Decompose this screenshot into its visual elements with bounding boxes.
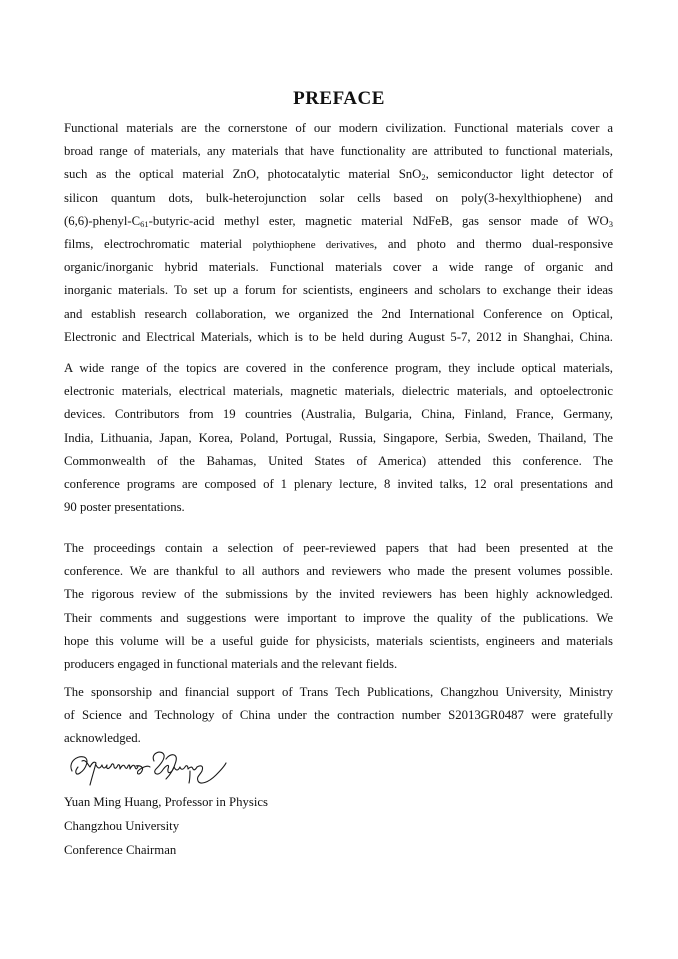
text-line [64, 163, 613, 186]
text-line: silicon quantum dots, bulk-heterojunction solar cells based on poly(3-hexylthiophene) and [64, 190, 613, 205]
text-run: such as the optical material ZnO, photocatalytic material SnO [64, 167, 422, 182]
text-line: India, Lithuania, Japan, Korea, Poland, Portugal, Russia, Singapore, Serbia, Sweden, Thailand, The [64, 430, 613, 445]
text-line: Commonwealth of the Bahamas, United States of America) attended this conference. The [64, 453, 613, 468]
text-line: Electronic and Electrical Materials, which is to be held during August 5-7, 2012 in Shanghai, China. [64, 329, 613, 344]
text-run: , and photo and thermo dual-responsive [374, 236, 614, 251]
paragraph-topics [64, 357, 613, 519]
text-line: of Science and Technology of China under the contraction number S2013GR0487 were gratefully [64, 708, 613, 723]
text-line: The sponsorship and financial support of Trans Tech Publications, Changzhou University, Ministry [64, 685, 613, 699]
text-run: , semiconductor light detector of [425, 167, 613, 182]
text-line: The proceedings contain a selection of peer-reviewed papers that had been presented at the [64, 541, 613, 555]
subscript: 3 [608, 218, 613, 229]
text-line: inorganic materials. To set up a forum for scientists, engineers and scholars to exchange their ideas [64, 283, 613, 298]
signatory-name: Yuan Ming Huang, Professor in Physics [64, 795, 268, 809]
text-line [64, 210, 613, 233]
subscript: 2 [421, 172, 426, 183]
paragraph-proceedings [64, 537, 613, 676]
text-line: 90 poster presentations. [64, 500, 185, 515]
text-line: producers engaged in functional materials and the relevant fields. [64, 656, 398, 671]
text-run: (6,6)-phenyl-C [64, 213, 141, 228]
text-line: A wide range of the topics are covered in the conference program, they include optical materials, [64, 361, 613, 375]
text-line: and establish research collaboration, we organized the 2nd International Conference on Optical, [64, 306, 613, 321]
paragraph-introduction [64, 117, 613, 349]
text-run: -butyric-acid methyl ester, magnetic material NdFeB, gas sensor made of WO [148, 213, 609, 228]
signatory-role: Conference Chairman [64, 843, 177, 857]
text-line: conference. We are thankful to all authors and reviewers who made the present volumes possible. [64, 564, 613, 579]
text-run: films, electrochromatic material [64, 236, 253, 251]
handwritten-signature [66, 745, 236, 791]
text-line: devices. Contributors from 19 countries (Australia, Bulgaria, China, Finland, France, Germany, [64, 407, 613, 422]
text-line: broad range of materials, any materials that have functionality are attributed to functional materials, [64, 144, 613, 159]
text-line: The rigorous review of the submissions by the invited reviewers has been highly acknowledged. [64, 587, 613, 602]
text-line: conference programs are composed of 1 plenary lecture, 8 invited talks, 12 oral presentations and [64, 476, 613, 491]
text-line [64, 233, 613, 256]
paragraph-sponsorship [64, 681, 613, 751]
signatory-affiliation: Changzhou University [64, 819, 180, 833]
text-line: organic/inorganic hybrid materials. Functional materials cover a wide range of organic and [64, 260, 613, 275]
text-line: hope this volume will be a useful guide for physicists, materials scientists, engineers and materials [64, 633, 613, 648]
text-line: electronic materials, electrical materials, magnetic materials, dielectric materials, and optoelectronic [64, 384, 613, 399]
subscript: 61 [140, 218, 149, 229]
text-line: Functional materials are the cornerstone of our modern civilization. Functional materials cover a [64, 121, 613, 135]
text-run-small: polythiophene derivatives [252, 238, 375, 251]
page-title: PREFACE [293, 88, 385, 109]
text-line: Their comments and suggestions were important to improve the quality of the publications. We [64, 610, 613, 625]
text-line: acknowledged. [64, 731, 141, 746]
